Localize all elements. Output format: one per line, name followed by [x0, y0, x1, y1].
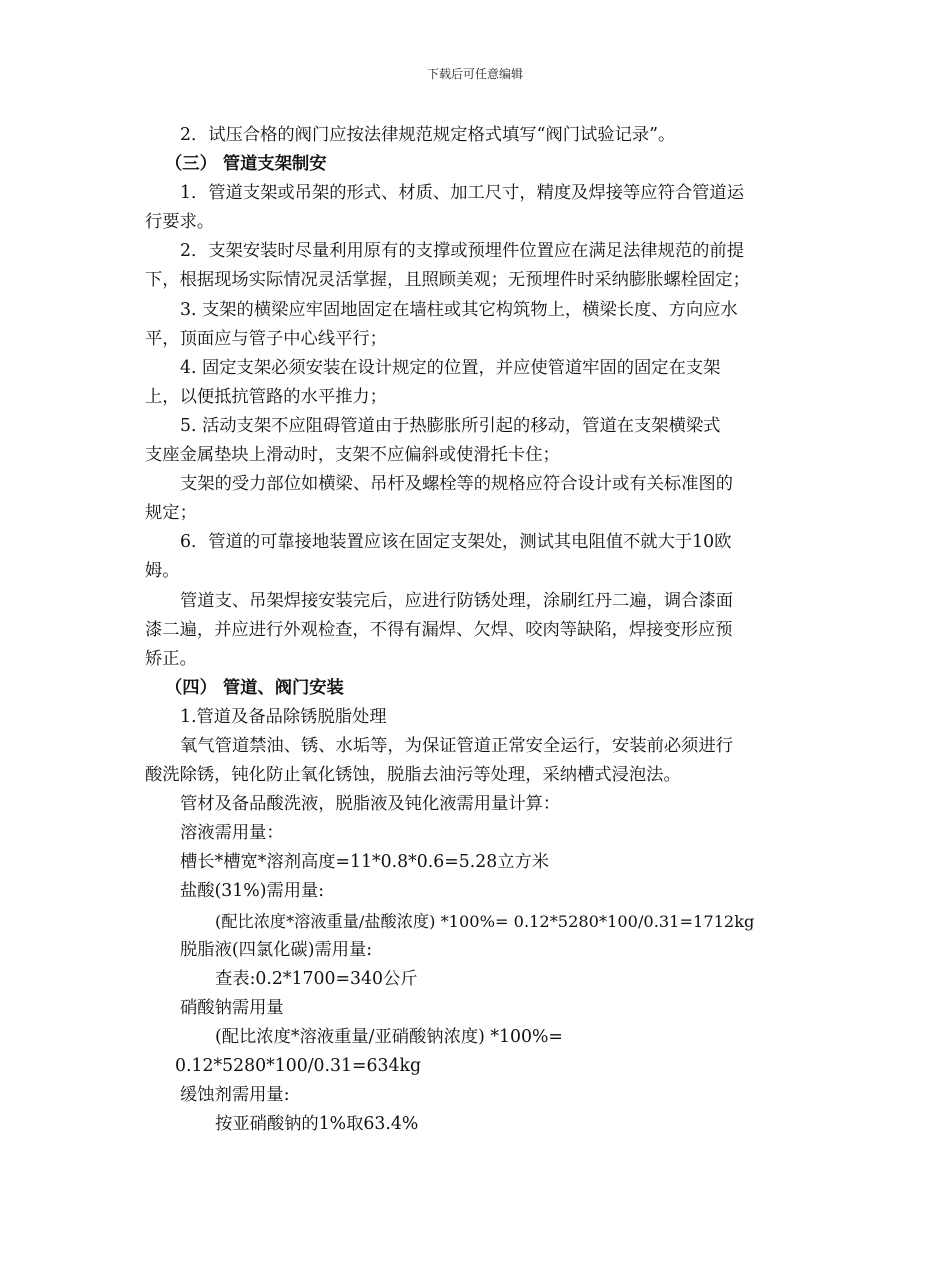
paragraph-line: 3. 支架的横梁应牢固地固定在墙柱或其它构筑物上，横梁长度、方向应水 — [180, 299, 738, 320]
paragraph-line: 支座金属垫块上滑动时，支架不应偏斜或使滑托卡住； — [145, 445, 560, 466]
paragraph-line: 行要求。 — [145, 212, 215, 233]
document-body — [145, 121, 805, 1139]
paragraph-line: 缓蚀剂需用量: — [180, 1085, 290, 1106]
section-heading-3: （三） 管道支架制安 — [165, 154, 327, 175]
paragraph-line: 4. 固定支架必须安装在设计规定的位置，并应使管道牢固的固定在支架 — [180, 357, 721, 378]
section-heading-4: （四） 管道、阀门安装 — [165, 677, 344, 698]
paragraph-line: 溶液需用量： — [180, 823, 284, 844]
paragraph-line: 脱脂液(四氯化碳)需用量: — [180, 939, 373, 960]
formula-line: 按亚硝酸钠的1%取63.4% — [215, 1114, 419, 1135]
paragraph-line: 支架的受力部位如横梁、吊杆及螺栓等的规格应符合设计或有关标准图的 — [180, 474, 734, 495]
paragraph-line: 2．试压合格的阀门应按法律规范规定格式填写“阀门试验记录”。 — [180, 125, 676, 145]
paragraph-line: 2．支架安装时尽量利用原有的支撑或预埋件位置应在满足法律规范的前提 — [180, 241, 744, 262]
formula-line: 0.12*5280*100/0.31=634kg — [175, 1056, 422, 1076]
paragraph-line: 硝酸钠需用量 — [180, 997, 284, 1018]
paragraph-line: 管道支、吊架焊接安装完后，应进行防锈处理，涂刷红丹二遍，调合漆面 — [180, 590, 734, 611]
paragraph-line: 盐酸(31%)需用量: — [180, 881, 325, 902]
paragraph-line: 上，以便抵抗管路的水平推力； — [145, 386, 387, 407]
paragraph-line: 酸洗除锈，钝化防止氧化锈蚀，脱脂去油污等处理，采纳槽式浸泡法。 — [145, 765, 681, 786]
paragraph-line: 下，根据现场实际情况灵活掌握，且照顾美观；无预埋件时采纳膨胀螺栓固定； — [145, 270, 750, 291]
paragraph-line: 5. 活动支架不应阻碍管道由于热膨胀所引起的移动，管道在支架横梁式 — [180, 415, 721, 436]
formula-line: (配比浓度*溶液重量/亚硝酸钠浓度) *100%= — [215, 1026, 563, 1047]
page-header: 下载后可任意编辑 — [426, 67, 523, 81]
formula-line: (配比浓度*溶液重量/盐酸浓度) *100%= 0.12*5280*100/0.31=1712kg — [215, 911, 755, 931]
formula-line: 查表:0.2*1700=340公斤 — [215, 968, 418, 989]
paragraph-line: 管材及备品酸洗液，脱脂液及钝化液需用量计算： — [180, 794, 561, 815]
paragraph-line: 平，顶面应与管子中心线平行； — [145, 328, 387, 349]
paragraph-line: 矫正。 — [145, 648, 197, 669]
paragraph-line: 规定； — [145, 503, 197, 524]
formula-line: 槽长*槽宽*溶剂高度=11*0.8*0.6=5.28立方米 — [180, 852, 550, 873]
paragraph-line: 氧气管道禁油、锈、水垢等，为保证管道正常安全运行，安装前必须进行 — [180, 735, 734, 756]
paragraph-line: 1.管道及备品除锈脱脂处理 — [180, 706, 387, 727]
paragraph-line: 姆。 — [145, 561, 180, 582]
paragraph-line: 漆二遍，并应进行外观检查，不得有漏焊、欠焊、咬肉等缺陷，焊接变形应预 — [145, 619, 733, 640]
paragraph-line: 1．管道支架或吊架的形式、材质、加工尺寸，精度及焊接等应符合管道运 — [180, 183, 744, 204]
paragraph-line: 6．管道的可靠接地装置应该在固定支架处，测试其电阻值不就大于10欧 — [180, 532, 732, 553]
